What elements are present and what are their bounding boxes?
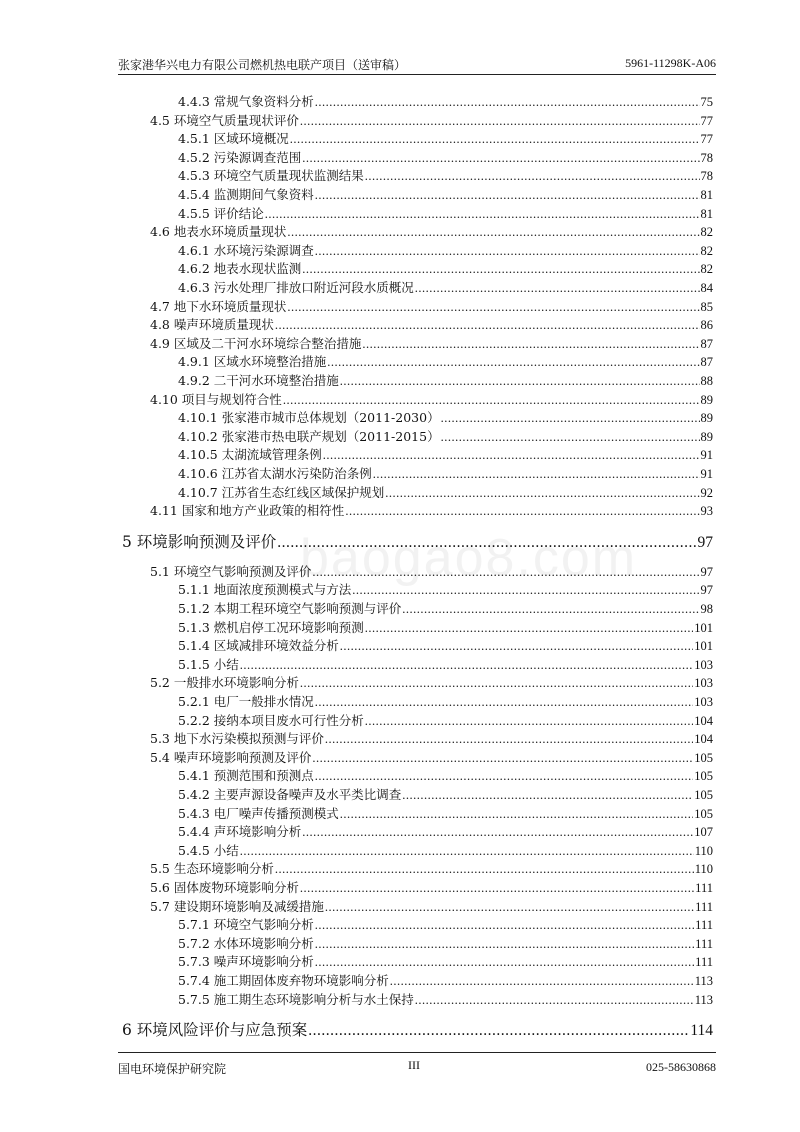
toc-entry-page: 104 — [694, 732, 713, 747]
toc-entry-page: 92 — [700, 485, 713, 500]
toc-entry[interactable] — [178, 954, 713, 970]
toc-chapter-entry[interactable] — [122, 1020, 713, 1041]
toc-entry[interactable] — [178, 206, 713, 222]
toc-entry-page: 101 — [694, 620, 713, 635]
toc-dot-leader — [323, 447, 700, 463]
toc-dot-leader — [265, 206, 700, 222]
toc-dot-leader — [240, 657, 693, 673]
toc-entry-page: 89 — [700, 429, 713, 444]
toc-entry-page: 107 — [694, 825, 713, 840]
toc-entry[interactable] — [150, 392, 713, 408]
toc-entry[interactable] — [178, 843, 713, 859]
toc-dot-leader — [340, 373, 700, 389]
toc-entry-title: 5.7.1 环境空气影响分析 — [178, 917, 314, 933]
toc-entry-title: 4.11 国家和地方产业政策的相符性 — [150, 503, 345, 519]
toc-entry[interactable] — [178, 261, 713, 277]
toc-entry-title: 5.4 噪声环境影响预测及评价 — [150, 749, 312, 765]
header-project-title: 张家港华兴电力有限公司燃机热电联产项目（送审稿） — [118, 58, 407, 72]
toc-entry-title: 4.5.2 污染源调查范围 — [178, 149, 302, 165]
toc-entry-page: 93 — [700, 504, 713, 519]
toc-entry[interactable] — [150, 731, 713, 747]
toc-entry-title: 5.4.2 主要声源设备噪声及水平类比调查 — [178, 787, 402, 802]
toc-dot-leader — [365, 168, 700, 184]
toc-entry-page: 103 — [694, 676, 713, 691]
toc-entry-page: 87 — [700, 336, 713, 351]
toc-entry-page: 111 — [695, 881, 713, 895]
toc-entry-title: 4.5.5 评价结论 — [178, 205, 264, 221]
toc-entry-title: 4.6.2 地表水现状监测 — [178, 261, 302, 277]
toc-entry[interactable] — [178, 973, 713, 989]
toc-entry-title: 5.4.3 电厂噪声传播预测模式 — [178, 805, 339, 821]
toc-entry-page: 77 — [700, 113, 713, 128]
toc-dot-leader — [300, 880, 694, 896]
toc-chapter-entry[interactable] — [122, 532, 713, 553]
toc-entry-page: 89 — [700, 411, 713, 426]
toc-entry-page: 97 — [700, 583, 713, 598]
toc-entry[interactable] — [178, 168, 713, 184]
toc-dot-leader — [290, 131, 700, 147]
toc-entry-page: 97 — [700, 564, 713, 579]
toc-entry[interactable] — [178, 447, 713, 463]
toc-entry-page: 105 — [694, 788, 713, 802]
toc-entry-title: 5.4.1 预测范围和预测点 — [178, 768, 314, 784]
toc-dot-leader — [275, 861, 694, 877]
toc-entry-title: 5.2.1 电厂一般排水情况 — [178, 694, 314, 709]
toc-entry-page: 78 — [700, 150, 713, 165]
toc-dot-leader — [315, 917, 694, 933]
toc-entry-title: 4.10.5 太湖流域管理条例 — [178, 447, 322, 463]
toc-entry-page: 103 — [694, 657, 713, 672]
toc-entry[interactable] — [150, 336, 713, 352]
toc-entry-page: 75 — [700, 95, 713, 109]
toc-entry-title: 4.9.2 二干河水环境整治措施 — [178, 373, 339, 388]
toc-entry[interactable] — [150, 564, 713, 580]
toc-entry-page: 77 — [700, 132, 713, 147]
toc-entry-page: 105 — [694, 806, 713, 821]
footer-institute: 国电环境保护研究院 — [118, 1062, 227, 1076]
header-document-code: 5961-11298K-A06 — [625, 56, 716, 70]
toc-entry-title: 5.7.4 施工期固体废弃物环境影响分析 — [178, 973, 389, 988]
toc-entry-page: 82 — [700, 225, 713, 240]
toc-dot-leader — [441, 429, 700, 445]
toc-entry[interactable] — [178, 187, 713, 203]
toc-entry-title: 4.6.1 水环境污染源调查 — [178, 242, 314, 258]
toc-entry-page: 111 — [695, 936, 713, 951]
toc-entry[interactable] — [150, 861, 713, 877]
toc-dot-leader — [300, 113, 700, 129]
toc-entry-page: 78 — [700, 169, 713, 184]
toc-entry[interactable] — [178, 620, 713, 636]
toc-entry[interactable] — [150, 503, 713, 519]
toc-entry-title: 4.6 地表水环境质量现状 — [150, 224, 287, 240]
toc-dot-leader — [315, 954, 694, 970]
toc-entry-title: 4.6.3 污水处理厂排放口附近河段水质概况 — [178, 280, 414, 295]
toc-entry[interactable] — [150, 317, 713, 333]
toc-dot-leader — [340, 806, 693, 822]
toc-entry-page: 81 — [700, 206, 713, 221]
toc-dot-leader — [340, 638, 693, 654]
toc-entry-title: 5.1.3 燃机启停工况环境影响预测 — [178, 619, 364, 635]
toc-dot-leader — [312, 564, 699, 580]
toc-entry[interactable] — [178, 94, 713, 110]
toc-entry-page: 85 — [700, 299, 713, 314]
toc-entry-title: 4.7 地下水环境质量现状 — [150, 298, 287, 314]
toc-entry-title: 4.10.7 江苏省生态红线区域保护规划 — [178, 484, 385, 500]
toc-entry-page: 91 — [700, 467, 713, 481]
toc-entry-title: 5.5 生态环境影响分析 — [150, 861, 274, 877]
toc-entry-title: 5.4.5 小结 — [178, 842, 239, 858]
toc-entry[interactable] — [178, 824, 713, 840]
toc-entry-title: 5.7.3 噪声环境影响分析 — [178, 954, 314, 970]
toc-entry-title: 4.5.3 环境空气质量现状监测结果 — [178, 168, 364, 184]
toc-entry-page: 97 — [697, 533, 713, 551]
toc-dot-leader — [441, 410, 700, 426]
toc-entry[interactable] — [178, 657, 713, 673]
toc-entry-page: 114 — [690, 1022, 713, 1040]
toc-dot-leader — [365, 620, 693, 636]
toc-entry[interactable] — [178, 429, 713, 445]
toc-entry-title: 5 环境影响预测及评价 — [122, 532, 277, 551]
footer-page-number: III — [408, 1058, 420, 1072]
toc-entry-page: 111 — [695, 918, 713, 933]
toc-dot-leader — [315, 187, 700, 203]
toc-entry-page: 113 — [694, 992, 713, 1007]
toc-entry-page: 101 — [694, 639, 713, 654]
toc-entry[interactable] — [150, 113, 713, 129]
toc-entry-title: 5.3 地下水污染模拟预测与评价 — [150, 731, 324, 747]
toc-entry-title: 5.1.5 小结 — [178, 656, 239, 672]
page-footer — [118, 1052, 716, 1077]
toc-entry[interactable] — [178, 713, 713, 729]
toc-entry-title: 5.7.5 施工期生态环境影响分析与水土保持 — [178, 991, 414, 1007]
toc-entry[interactable] — [178, 601, 713, 617]
toc-entry-page: 105 — [694, 769, 713, 784]
toc-entry-page: 88 — [700, 374, 713, 388]
toc-entry-page: 111 — [695, 899, 713, 914]
toc-entry-title: 4.9.1 区域水环境整治措施 — [178, 354, 327, 370]
toc-entry-page: 104 — [694, 713, 713, 728]
toc-entry-page: 113 — [694, 974, 713, 988]
toc-entry-title: 4.10.6 江苏省太湖水污染防治条例 — [178, 466, 372, 481]
toc-entry-page: 91 — [700, 448, 713, 463]
toc-dot-leader — [312, 750, 693, 766]
toc-dot-leader — [302, 150, 699, 166]
page-header — [118, 50, 716, 75]
toc-dot-leader — [325, 899, 694, 915]
toc-entry-title: 4.9 区域及二干河水环境综合整治措施 — [150, 335, 362, 351]
toc-entry-page: 110 — [694, 862, 713, 877]
toc-entry-page: 89 — [700, 392, 713, 407]
toc-entry-title: 4.4.3 常规气象资料分析 — [178, 94, 314, 109]
toc-entry[interactable] — [178, 243, 713, 259]
toc-entry[interactable] — [178, 354, 713, 370]
toc-dot-leader — [315, 936, 694, 952]
toc-entry[interactable] — [150, 899, 713, 915]
toc-entry-page: 81 — [700, 188, 713, 202]
footer-phone: 025-58630868 — [646, 1060, 716, 1074]
toc-entry-page: 82 — [700, 243, 713, 258]
toc-entry-title: 5.1 环境空气影响预测及评价 — [150, 563, 312, 579]
toc-entry[interactable] — [178, 638, 713, 654]
toc-entry-page: 84 — [700, 281, 713, 295]
toc-entry-title: 5.6 固体废物环境影响分析 — [150, 880, 299, 895]
toc-dot-leader — [315, 694, 693, 710]
toc-dot-leader — [327, 354, 699, 370]
toc-entry[interactable] — [178, 992, 713, 1008]
toc-entry[interactable] — [178, 806, 713, 822]
toc-entry[interactable] — [178, 694, 713, 710]
toc-entry-title: 5.2 一般排水环境影响分析 — [150, 675, 299, 691]
toc-entry-page: 87 — [700, 355, 713, 370]
toc-dot-leader — [415, 280, 700, 296]
toc-entry-title: 4.10.2 张家港市热电联产规划（2011-2015） — [178, 428, 440, 444]
toc-entry[interactable] — [178, 131, 713, 147]
toc-dot-leader — [287, 299, 699, 315]
toc-entry[interactable] — [178, 280, 713, 296]
toc-entry-title: 4.5.4 监测期间气象资料 — [178, 187, 314, 202]
toc-entry-title: 5.4.4 声环境影响分析 — [178, 824, 302, 840]
toc-entry-title: 4.10 项目与规划符合性 — [150, 391, 282, 407]
toc-dot-leader — [325, 731, 693, 747]
toc-entry[interactable] — [150, 299, 713, 315]
toc-entry-page: 105 — [694, 750, 713, 765]
toc-entry-page: 110 — [694, 843, 713, 858]
toc-entry[interactable] — [178, 410, 713, 426]
toc-entry-page: 111 — [695, 955, 713, 970]
toc-dot-leader — [277, 533, 696, 553]
toc-dot-leader — [385, 485, 699, 501]
toc-entry-title: 5.2.2 接纳本项目废水可行性分析 — [178, 712, 364, 728]
toc-entry[interactable] — [150, 880, 713, 896]
toc-entry[interactable] — [178, 787, 713, 803]
toc-entry-title: 5.1.1 地面浓度预测模式与方法 — [178, 582, 352, 598]
toc-entry-page: 86 — [700, 318, 713, 333]
toc-entry[interactable] — [150, 224, 713, 240]
toc-entry[interactable] — [178, 582, 713, 598]
toc-dot-leader — [240, 843, 694, 859]
toc-dot-leader — [365, 713, 693, 729]
toc-entry[interactable] — [178, 917, 713, 933]
toc-entry[interactable] — [178, 373, 713, 389]
toc-dot-leader — [362, 336, 699, 352]
toc-entry-title: 6 环境风险评价与应急预案 — [122, 1021, 308, 1040]
toc-entry-page: 82 — [700, 262, 713, 277]
watermark: baogao8.com — [300, 529, 638, 587]
toc-dot-leader — [287, 224, 699, 240]
toc-entry[interactable] — [178, 936, 713, 952]
toc-dot-leader — [390, 973, 694, 989]
toc-entry[interactable] — [178, 485, 713, 501]
toc-entry[interactable] — [178, 150, 713, 166]
toc-entry-title: 5.7.2 水体环境影响分析 — [178, 935, 314, 951]
toc-entry[interactable] — [150, 675, 713, 691]
toc-entry[interactable] — [178, 466, 713, 482]
toc-entry[interactable] — [178, 768, 713, 784]
toc-entry-page: 98 — [700, 602, 713, 616]
toc-dot-leader — [302, 824, 693, 840]
toc-entry-title: 4.8 噪声环境质量现状 — [150, 317, 274, 333]
toc-dot-leader — [275, 317, 700, 333]
toc-entry-title: 4.5 环境空气质量现状评价 — [150, 112, 299, 128]
toc-dot-leader — [373, 466, 700, 482]
toc-entry-title: 5.1.4 区域减排环境效益分析 — [178, 638, 339, 654]
toc-dot-leader — [345, 503, 699, 519]
toc-entry-title: 5.1.2 本期工程环境空气影响预测与评价 — [178, 601, 402, 616]
toc-dot-leader — [402, 787, 693, 803]
toc-dot-leader — [352, 582, 699, 598]
toc-entry[interactable] — [150, 750, 713, 766]
toc-dot-leader — [315, 768, 693, 784]
toc-dot-leader — [315, 94, 700, 110]
toc-dot-leader — [302, 261, 699, 277]
toc-dot-leader — [415, 992, 694, 1008]
toc-entry-title: 5.7 建设期环境影响及减缓措施 — [150, 898, 324, 914]
toc-dot-leader — [308, 1021, 689, 1041]
toc-dot-leader — [300, 675, 693, 691]
toc-dot-leader — [315, 243, 700, 259]
toc-dot-leader — [402, 601, 699, 617]
toc-dot-leader — [283, 392, 700, 408]
toc-entry-page: 103 — [694, 695, 713, 709]
toc-entry-title: 4.10.1 张家港市城市总体规划（2011-2030） — [178, 410, 440, 426]
toc-entry-title: 4.5.1 区域环境概况 — [178, 131, 289, 147]
